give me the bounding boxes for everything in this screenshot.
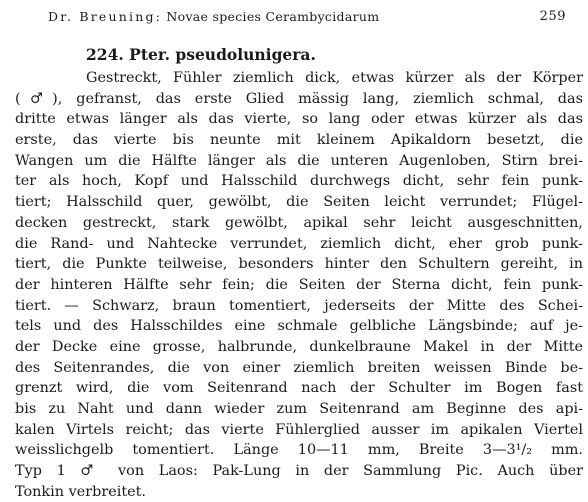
species-heading	[86, 45, 316, 64]
text-line: erste, das vierte bis neunte mit kleinem Apikaldorn besetzt, die	[15, 132, 583, 149]
header-author: Dr. Breuning:	[48, 9, 163, 24]
text-line: der hinteren Hälfte sehr fein; die Seiten der Sterna dicht, fein punk-	[15, 276, 583, 293]
page-number: 259	[539, 9, 566, 24]
text-line: Typ 1 ♂ von Laos: Pak-Lung in der Sammlung Pic. Auch über	[15, 463, 583, 480]
header-journal-title: Novae species Cerambycidarum	[166, 9, 380, 24]
text-line: dritte etwas länger als das vierte, so lang oder etwas kürzer als das	[15, 111, 583, 128]
species-description	[15, 68, 583, 502]
text-line: bis zu Naht und dann wieder zum Seitenrand am Beginne des api-	[15, 401, 583, 417]
running-header	[48, 9, 568, 29]
text-line: tiert, die Punkte teilweise, besonders hinter den Schultern gereiht, in	[15, 256, 583, 273]
text-line: Tonkin verbreitet.	[15, 483, 146, 500]
text-line: der Decke eine grosse, halbrunde, dunkelbraune Makel in der Mitte	[15, 338, 583, 355]
text-line: Gestreckt, Fühler ziemlich dick, etwas kürzer als der Körper	[86, 70, 583, 86]
text-line: tiert. — Schwarz, braun tomentiert, jederseits der Mitte des Schei-	[15, 297, 583, 314]
text-line: die Rand- und Nahtecke verrundet, ziemlich dicht, eher grob punk-	[15, 235, 583, 252]
text-line: Wangen um die Hälfte länger als die unteren Augenloben, Stirn brei-	[15, 152, 583, 169]
text-line: kalen Virtels reicht; das vierte Fühlerglied ausser im apikalen Viertel	[15, 421, 583, 438]
text-line: tiert; Halsschild quer, gewölbt, die Seiten leicht verrundet; Flügel-	[15, 194, 583, 211]
text-line: weisslichgelb tomentiert. Länge 10—11 mm, Breite 3—3¹/₂ mm.	[15, 442, 583, 459]
text-line: (♂), gefranst, das erste Glied mässig lang, ziemlich schmal, das	[15, 90, 583, 107]
text-line: tels und des Halsschildes eine schmale gelbliche Längsbinde; auf je-	[15, 318, 583, 335]
species-number: 224.	[86, 45, 124, 64]
text-line: decken gestreckt, stark gewölbt, apikal sehr leicht ausgeschnitten,	[15, 214, 583, 231]
species-name: Pter. pseudolunigera.	[129, 45, 316, 64]
text-line: grenzt wird, die vom Seitenrand nach der Schulter im Bogen fast	[15, 380, 583, 397]
text-line: des Seitenrandes, die von einer ziemlich breiten weissen Binde be-	[15, 359, 583, 376]
text-line: ter als hoch, Kopf und Halsschild durchwegs dicht, sehr fein punk-	[15, 173, 583, 190]
